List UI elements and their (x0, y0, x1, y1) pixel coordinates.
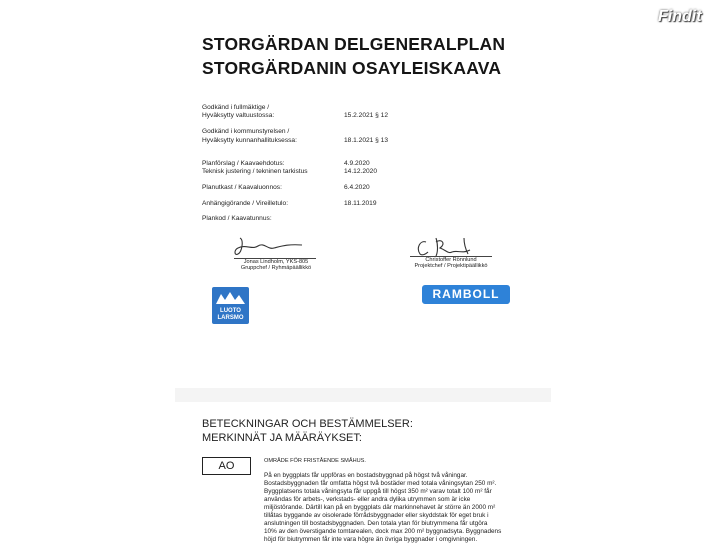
ao-rule-line: anslutningen till bostadsbyggnaden. Den totala ytan för biutrymmena får utgöra (264, 520, 488, 527)
approval-board-label-2: Hyväksytty kunnanhallituksessa: (202, 137, 297, 144)
ramboll-logo: RAMBOLL (422, 285, 510, 304)
date-initiation-label: Anhängigörande / Vireilletulo: (202, 200, 289, 207)
approval-board-label-1: Godkänd i kommunstyrelsen / (202, 128, 290, 135)
findit-watermark: Findit (658, 8, 702, 25)
ao-zone-code: AO (202, 457, 251, 475)
luoto-logo-line1: LUOTO (220, 308, 241, 314)
page-divider (175, 388, 551, 402)
signature-right-name: Christoffer Rönnlund (425, 257, 477, 263)
signature-left-name: Jonas Lindholm, YKS-805 (243, 259, 309, 265)
approval-council-label-2: Hyväksytty valtuustossa: (202, 112, 275, 119)
ao-rule-line: miljöstörande. Därtill kan på en byggplats där markinnehavet är större än 2000 m² (264, 504, 496, 511)
signature-left-role: Gruppchef / Ryhmäpäällikkö (240, 265, 312, 271)
approval-council-label-1: Godkänd i fullmäktige / (202, 104, 270, 111)
date-proposal-value: 4.9.2020 (344, 160, 370, 167)
date-technical-label: Teknisk justering / tekninen tarkistus (202, 168, 308, 175)
wave-icon (216, 290, 245, 305)
signature-left-icon (232, 234, 312, 260)
date-proposal-label: Planförslag / Kaavaehdotus: (202, 160, 285, 167)
date-draft-label: Planutkast / Kaavaluonnos: (202, 184, 282, 191)
ao-zone-title: OMRÅDE FÖR FRISTÅENDE SMÅHUS. (264, 458, 366, 464)
signature-right-role: Projektchef / Projektipäällikkö (414, 263, 488, 269)
ao-rule-line: tillåtas byggande av oisolerade förrådsbyggnader eller skyddstak för eget bruk i (264, 512, 489, 519)
ao-rule-line: Bostadsbyggnaden får omfatta högst två bostäder med totala våningsytan 250 m². (264, 480, 497, 487)
approval-council-date: 15.2.2021 § 12 (344, 112, 388, 119)
legend-heading-swedish: BETECKNINGAR OCH BESTÄMMELSER: (202, 418, 413, 430)
ao-rule-line: På en byggplats får uppföras en bostadsbyggnad på högst två våningar. (264, 472, 468, 479)
ao-rule-line: användas för arbets-, verkstads- eller andra dylika utrymmen som är icke (264, 496, 471, 503)
ao-rule-line: Byggplatsens totala våningsyta får uppgå till högst 350 m² varav totalt 100 m² får (264, 488, 492, 495)
date-draft-value: 6.4.2020 (344, 184, 370, 191)
title-swedish: STORGÄRDAN DELGENERALPLAN (202, 34, 506, 54)
date-technical-value: 14.12.2020 (344, 168, 378, 175)
luoto-logo-line2: LARSMO (217, 315, 244, 321)
legend-heading-finnish: MERKINNÄT JA MÄÄRÄYKSET: (202, 432, 362, 444)
ao-rule-line: 10% av den överstigande tomtarealen, dock max 200 m² byggnadsyta. Byggnadens (264, 528, 502, 535)
title-finnish: STORGÄRDANIN OSAYLEISKAAVA (202, 58, 502, 78)
approval-board-date: 18.1.2021 § 13 (344, 137, 388, 144)
luoto-larsmo-logo (212, 287, 249, 324)
date-initiation-value: 18.11.2019 (344, 200, 377, 207)
ao-rule-line: höjd för biutrymmen får inte vara högre än övriga byggnader i omgivningen. (264, 536, 478, 543)
plan-code-label: Plankod / Kaavatunnus: (202, 215, 272, 222)
